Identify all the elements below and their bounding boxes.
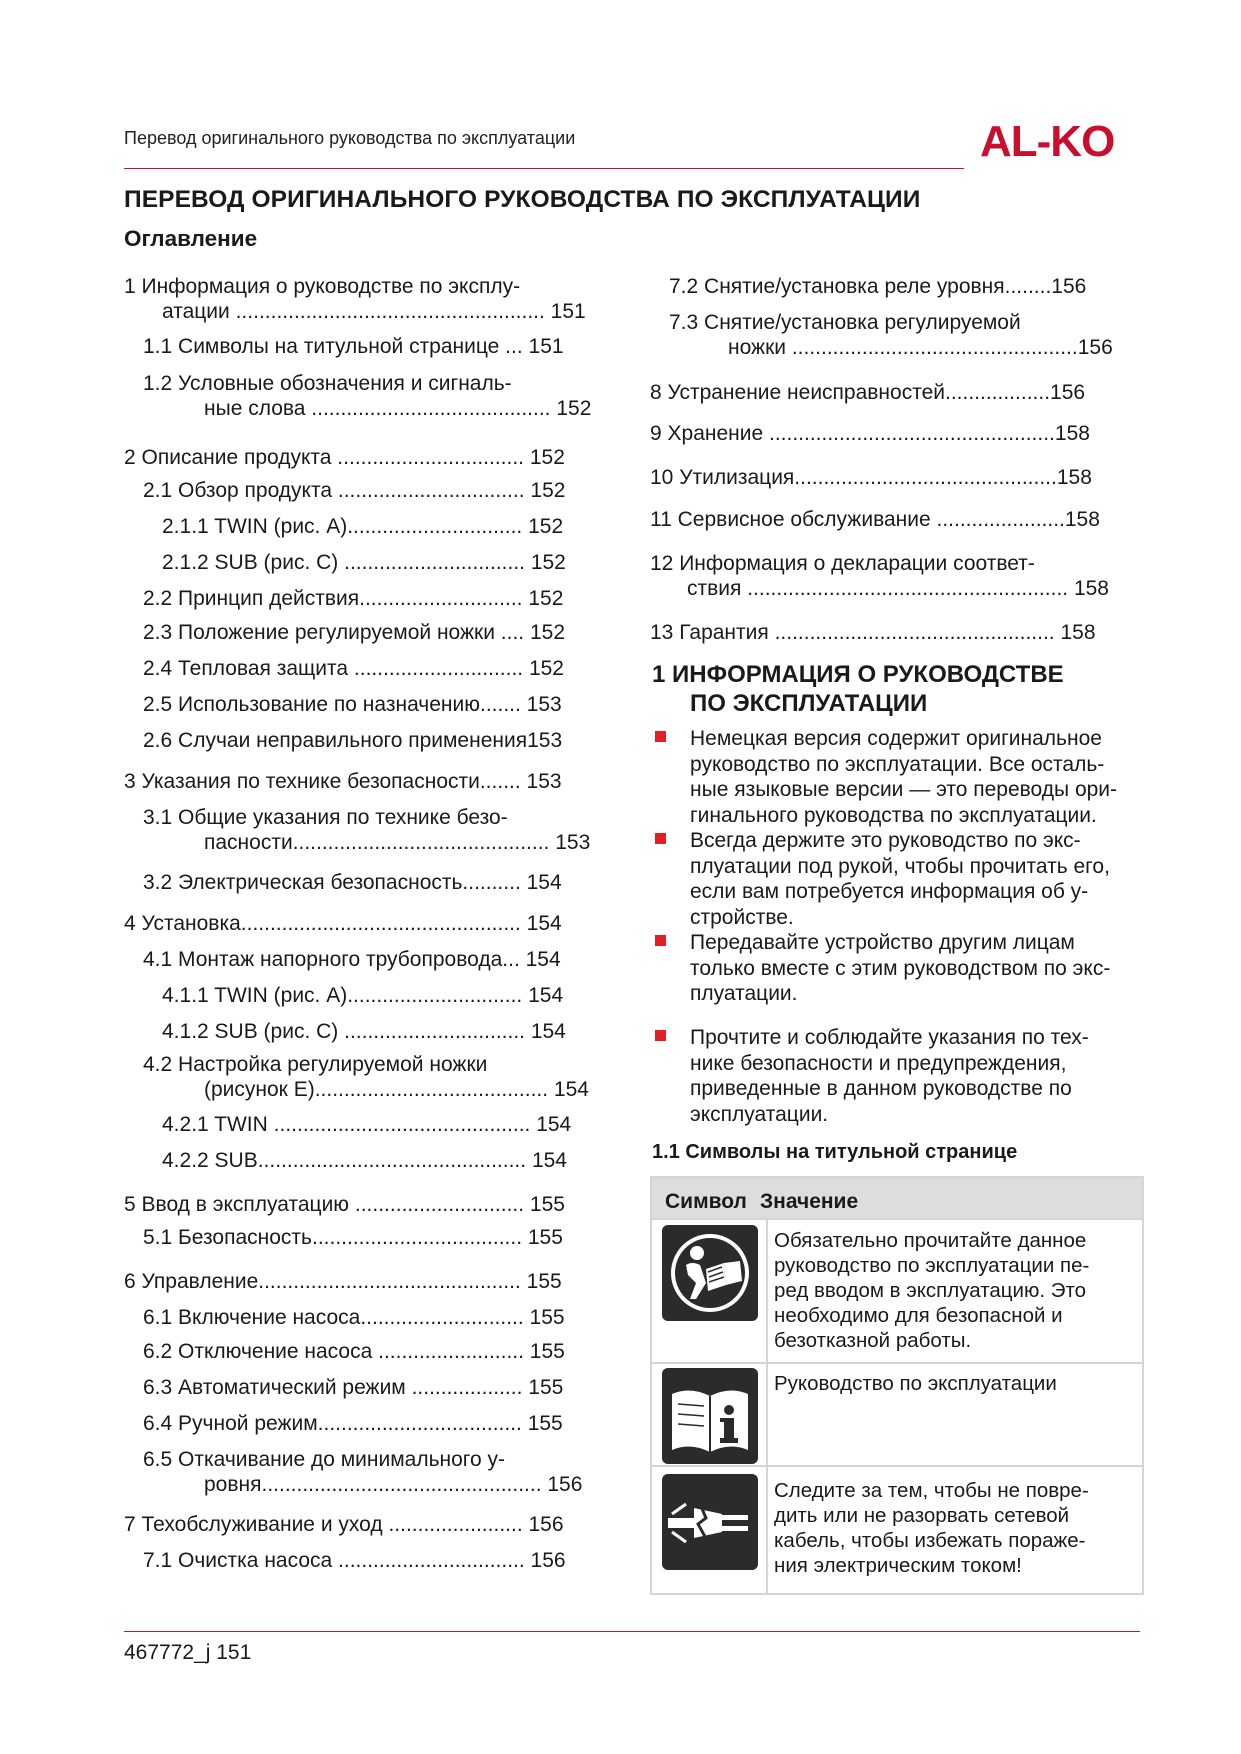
toc-entry: 5.1 Безопасность.................................... 155 [143, 1226, 563, 1249]
toc-entry: 4.2 Настройка регулируемой ножки [143, 1053, 488, 1076]
bullet-text-line: плуатации под рукой, чтобы прочитать его, [690, 854, 1110, 878]
table-row-divider [652, 1218, 1142, 1220]
symbol-table-header [652, 1178, 1142, 1218]
symbol-meaning-line: Следите за тем, чтобы не повре- [774, 1479, 1089, 1502]
bullet-text-line: руководство по эксплуатации. Все осталь- [690, 752, 1105, 776]
toc-entry: 4.2.1 TWIN ............................................ 154 [162, 1113, 572, 1136]
toc-entry: 9 Хранение .................................................158 [650, 422, 1090, 445]
document-title: ПЕРЕВОД ОРИГИНАЛЬНОГО РУКОВОДСТВА ПО ЭКСПЛУАТАЦИИ [124, 186, 921, 213]
toc-entry: 2.5 Использование по назначению....... 153 [143, 693, 562, 716]
toc-entry: 4.2.2 SUB.............................................. 154 [162, 1149, 567, 1172]
toc-entry: 2.1 Обзор продукта ................................ 152 [143, 479, 566, 502]
bullet-text-line: стройстве. [690, 905, 794, 929]
toc-entry: (рисунок E)........................................ 154 [204, 1078, 589, 1101]
col-meaning-header: Значение [760, 1190, 859, 1213]
section-1-heading-line2: ПО ЭКСПЛУАТАЦИИ [690, 690, 928, 717]
bullet-text-line: плуатации. [690, 982, 798, 1005]
table-column-divider [766, 1218, 768, 1593]
section-1-heading-line1: 1 ИНФОРМАЦИЯ О РУКОВОДСТВЕ [652, 661, 1064, 688]
toc-entry: 13 Гарантия ................................................ 158 [650, 621, 1096, 644]
toc-entry: 5 Ввод в эксплуатацию ............................. 155 [124, 1193, 565, 1216]
toc-entry: 7 Техобслуживание и уход ....................... 156 [124, 1513, 564, 1536]
toc-entry: 1.2 Условные обозначения и сигналь- [143, 372, 512, 395]
toc-entry: 2.4 Тепловая защита ............................. 152 [143, 657, 564, 680]
symbol-meaning-line: кабель, чтобы избежать пораже- [774, 1529, 1086, 1552]
running-header: Перевод оригинального руководства по эксплуатации [124, 128, 576, 148]
toc-entry: атации ..................................................... 151 [162, 300, 586, 323]
toc-entry: пасности............................................ 153 [204, 831, 591, 854]
symbol-meaning-line: Руководство по эксплуатации [774, 1372, 1057, 1395]
table-row-divider [652, 1362, 1142, 1364]
toc-entry: 8 Устранение неисправностей..................156 [650, 381, 1086, 404]
bullet-text-line: Немецкая версия содержит оригинальное [690, 727, 1102, 750]
toc-entry: 6.4 Ручной режим................................... 155 [143, 1412, 563, 1435]
toc-heading: Оглавление [124, 226, 258, 251]
toc-entry: 6 Управление............................................. 155 [124, 1270, 562, 1293]
symbol-meaning-line: ния электрическим током! [774, 1554, 1022, 1577]
symbol-meaning-line: безотказной работы. [774, 1329, 972, 1352]
symbol-meaning-line: руководство по эксплуатации пе- [774, 1254, 1090, 1277]
toc-entry: 2.1.2 SUB (рис. C) ............................... 152 [162, 551, 566, 574]
symbol-meaning-text [774, 1228, 1129, 1353]
bullet-text-line: если вам потребуется информация об у- [690, 880, 1089, 903]
toc-entry: 2.3 Положение регулируемой ножки .... 152 [143, 621, 565, 644]
table-row-divider [652, 1465, 1142, 1467]
toc-entry: 1.1 Символы на титульной странице ... 151 [143, 335, 564, 358]
manual-info-icon [662, 1368, 758, 1464]
page-footer: 467772_j 151 [124, 1641, 252, 1664]
toc-entry: ные слова ......................................... 152 [204, 397, 592, 420]
bullet-text-line: гинального руководства по эксплуатации. [690, 803, 1097, 827]
bullet-text-line: Всегда держите это руководство по экс- [690, 829, 1081, 852]
bullet-marker-icon [655, 731, 666, 742]
toc-entry: ствия ....................................................... 158 [687, 577, 1109, 600]
toc-entry: 4.1 Монтаж напорного трубопровода... 154 [143, 948, 561, 971]
bullet-marker-icon [655, 1030, 666, 1041]
toc-entry: 2.6 Случаи неправильного применения153 [143, 729, 563, 752]
toc-entry: 6.1 Включение насоса............................ 155 [143, 1306, 565, 1329]
bullet-text-line: ные языковые версии — это переводы ори- [690, 778, 1118, 801]
symbol-meaning-line: необходимо для безопасной и [774, 1304, 1063, 1327]
bullet-marker-icon [655, 833, 666, 844]
toc-entry: 4.1.2 SUB (рис. C) ............................... 154 [162, 1020, 566, 1043]
toc-entry: 4.1.1 TWIN (рис. A).............................. 154 [162, 984, 564, 1007]
bullet-text [690, 726, 1150, 828]
bullet-text-line: приведенные в данном руководстве по [690, 1077, 1072, 1100]
toc-entry: 2.2 Принцип действия............................ 152 [143, 587, 564, 610]
section-1-1-heading: 1.1 Символы на титульной странице [652, 1141, 1018, 1163]
footer-divider [124, 1631, 1140, 1632]
bullet-text-line: Прочтите и соблюдайте указания по тех- [690, 1026, 1089, 1049]
toc-entry: 12 Информация о декларации соответ- [650, 552, 1035, 575]
symbol-meaning-line: Обязательно прочитайте данное [774, 1229, 1087, 1252]
toc-entry: 7.1 Очистка насоса ................................ 156 [143, 1549, 566, 1572]
symbol-table [650, 1176, 1144, 1595]
symbol-meaning-line: дить или не разорвать сетевой [774, 1504, 1070, 1527]
toc-entry: 11 Сервисное обслуживание ......................158 [650, 508, 1100, 531]
bullet-text-line: эксплуатации. [690, 1102, 829, 1126]
toc-entry: 2 Описание продукта ................................ 152 [124, 446, 565, 469]
toc-entry: 10 Утилизация.............................................158 [650, 466, 1092, 489]
section-1-heading [652, 660, 1064, 718]
toc-entry: 3.2 Электрическая безопасность.......... 154 [143, 871, 562, 894]
alko-logo [980, 118, 1138, 160]
symbol-meaning-text [774, 1371, 1129, 1396]
toc-entry: ножки .................................................156 [728, 336, 1113, 359]
bullet-marker-icon [655, 935, 666, 946]
toc-entry: 6.3 Автоматический режим ................... 155 [143, 1376, 564, 1399]
toc-entry: 3.1 Общие указания по технике безо- [143, 806, 508, 829]
bullet-text-line: только вместе с этим руководством по экс- [690, 956, 1111, 980]
toc-entry: 4 Установка................................................ 154 [124, 912, 562, 935]
toc-entry: 3 Указания по технике безопасности....... 153 [124, 770, 562, 793]
bullet-text-line: Передавайте устройство другим лицам [690, 931, 1075, 954]
toc-entry: 2.1.1 TWIN (рис. A).............................. 152 [162, 515, 564, 538]
header-divider [124, 168, 964, 169]
toc-entry: 1 Информация о руководстве по эксплу- [124, 275, 521, 298]
symbol-meaning-text [774, 1478, 1129, 1578]
toc-entry: ровня................................................ 156 [204, 1473, 583, 1496]
symbol-meaning-line: ред вводом в эксплуатацию. Это [774, 1279, 1087, 1302]
toc-entry: 6.2 Отключение насоса ......................... 155 [143, 1340, 565, 1363]
read-manual-icon [662, 1225, 758, 1321]
bullet-text [690, 1025, 1150, 1127]
toc-entry: 7.2 Снятие/установка реле уровня........156 [669, 275, 1087, 298]
alko-logo-text: AL-KO [980, 118, 1115, 160]
bullet-text [690, 828, 1150, 930]
col-symbol-header: Символ [665, 1190, 747, 1213]
toc-entry: 7.3 Снятие/установка регулируемой [669, 311, 1021, 334]
damaged-cable-icon [662, 1474, 758, 1570]
bullet-text [690, 930, 1150, 1007]
toc-entry: 6.5 Откачивание до минимального у- [143, 1448, 506, 1471]
bullet-text-line: нике безопасности и предупреждения, [690, 1051, 1067, 1075]
